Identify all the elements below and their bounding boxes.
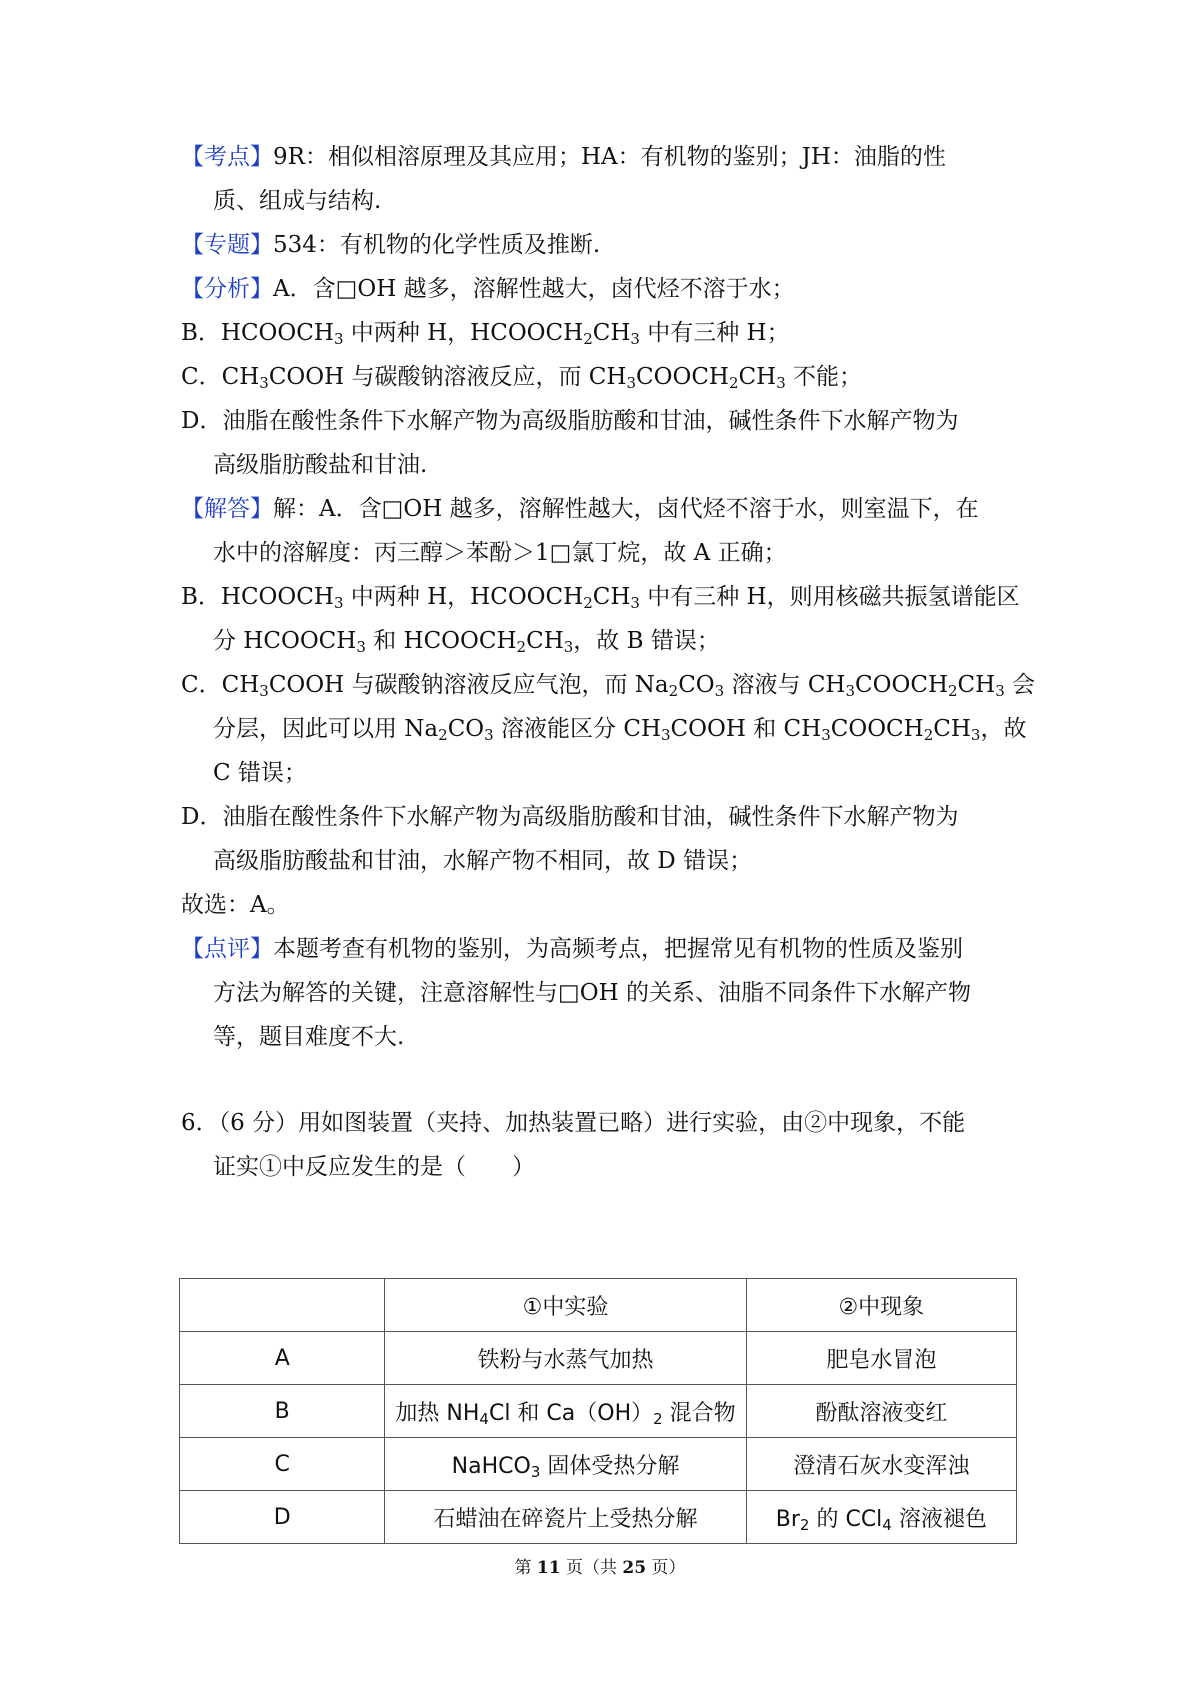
table-header-row [180,1279,1017,1332]
fenxi-tag: 【分析】 [181,276,273,302]
table-header-cell [180,1279,385,1332]
row-label: D [180,1491,385,1544]
kaodian-tag: 【考点】 [181,144,273,170]
page-number: 11 [536,1558,561,1578]
zhuanti-line: 【专题】534：有机物的化学性质及推断. [181,232,601,258]
dianping-tag: 【点评】 [181,936,273,962]
jieda-line-c1: C．$CH_3COOH$ 与碳酸钠溶液反应气泡，而 $Na_2CO_3$ 溶液与 $CH_3COOCH_2CH_3$ 会 [181,672,1036,700]
dianping-line-3: 等，题目难度不大. [213,1024,405,1050]
jieda-line-c3: C 错误； [213,760,307,786]
dianping-line-1: 【点评】本题考查有机物的鉴别，为高频考点，把握常见有机物的性质及鉴别 [181,936,963,962]
row-label: B [180,1385,385,1438]
observation-cell: 澄清石灰水变浑浊 [746,1438,1016,1491]
jieda-line-b2: 分 $HCOOCH_3$ 和 $HCOOCH_2CH_3$，故 B 错误； [213,628,720,656]
jieda-line-d2: 高级脂肪酸盐和甘油，水解产物不相同，故 D 错误； [213,848,753,874]
experiment-table [179,1278,1017,1544]
jieda-choice: 故选：A。 [181,892,290,918]
zhuanti-tag: 【专题】 [181,232,273,258]
fenxi-line-c: C．$CH_3COOH$ 与碳酸钠溶液反应，而 $CH_3COOCH_2CH_3$ 不能； [181,364,863,392]
observation-cell: 肥皂水冒泡 [746,1332,1016,1385]
jieda-line-c2: 分层，因此可以用 $Na_2CO_3$ 溶液能区分 $CH_3COOH$ 和 $CH_3COOCH_2CH_3$，故 [213,716,1027,744]
page-total: 25 [622,1558,647,1578]
kaodian-line-2: 质、组成与结构. [213,188,382,214]
jieda-tag: 【解答】 [181,496,273,522]
experiment-cell: 石蜡油在碎瓷片上受热分解 [385,1491,746,1544]
table-row [180,1385,1017,1438]
kaodian-line-1: 【考点】9R：相似相溶原理及其应用；HA：有机物的鉴别；JH：油脂的性 [181,144,946,170]
experiment-cell: 加热 $NH_4Cl$ 和 $Ca(OH)_2$ 混合物 [385,1385,746,1438]
jieda-line-d1: D．油脂在酸性条件下水解产物为高级脂肪酸和甘油，碱性条件下水解产物为 [181,804,959,830]
observation-cell: 酚酞溶液变红 [746,1385,1016,1438]
experiment-cell: 铁粉与水蒸气加热 [385,1332,746,1385]
fenxi-line-d1: D．油脂在酸性条件下水解产物为高级脂肪酸和甘油，碱性条件下水解产物为 [181,408,959,434]
fenxi-line-b: B．$HCOOCH_3$ 中两种 H，$HCOOCH_2CH_3$ 中有三种 H； [181,320,790,348]
jieda-line-b1: B．$HCOOCH_3$ 中两种 H，$HCOOCH_2CH_3$ 中有三种 H，则用核磁共振氢谱能区 [181,584,1020,612]
experiment-cell: NaHCO$_3$ 固体受热分解 [385,1438,746,1491]
row-label: A [180,1332,385,1385]
observation-cell: $Br_2$ 的 CCl$_4$ 溶液褪色 [746,1491,1016,1544]
question-6-line-1: 6．（6 分）用如图装置（夹持、加热装置已略）进行实验，由②中现象，不能 [181,1110,966,1136]
question-6-line-2: 证实①中反应发生的是（ ） [213,1154,535,1180]
fenxi-line-a: 【分析】A．含□OH 越多，溶解性越大，卤代烃不溶于水； [181,276,795,302]
table-row [180,1438,1017,1491]
table-header-cell: ②中现象 [746,1279,1016,1332]
table-header-cell: ①中实验 [385,1279,746,1332]
row-label: C [180,1438,385,1491]
table-row [180,1332,1017,1385]
jieda-line-a2: 水中的溶解度：丙三醇＞苯酚＞1□氯丁烷，故 A 正确； [213,540,787,566]
dianping-line-2: 方法为解答的关键，注意溶解性与□OH 的关系、油脂不同条件下水解产物 [213,980,971,1006]
page-footer: 第 11 页（共 25 页） [514,1558,686,1578]
jieda-line-a1: 【解答】解：A．含□OH 越多，溶解性越大，卤代烃不溶于水，则室温下，在 [181,496,979,522]
fenxi-line-d2: 高级脂肪酸盐和甘油. [213,452,428,478]
table-row [180,1491,1017,1544]
